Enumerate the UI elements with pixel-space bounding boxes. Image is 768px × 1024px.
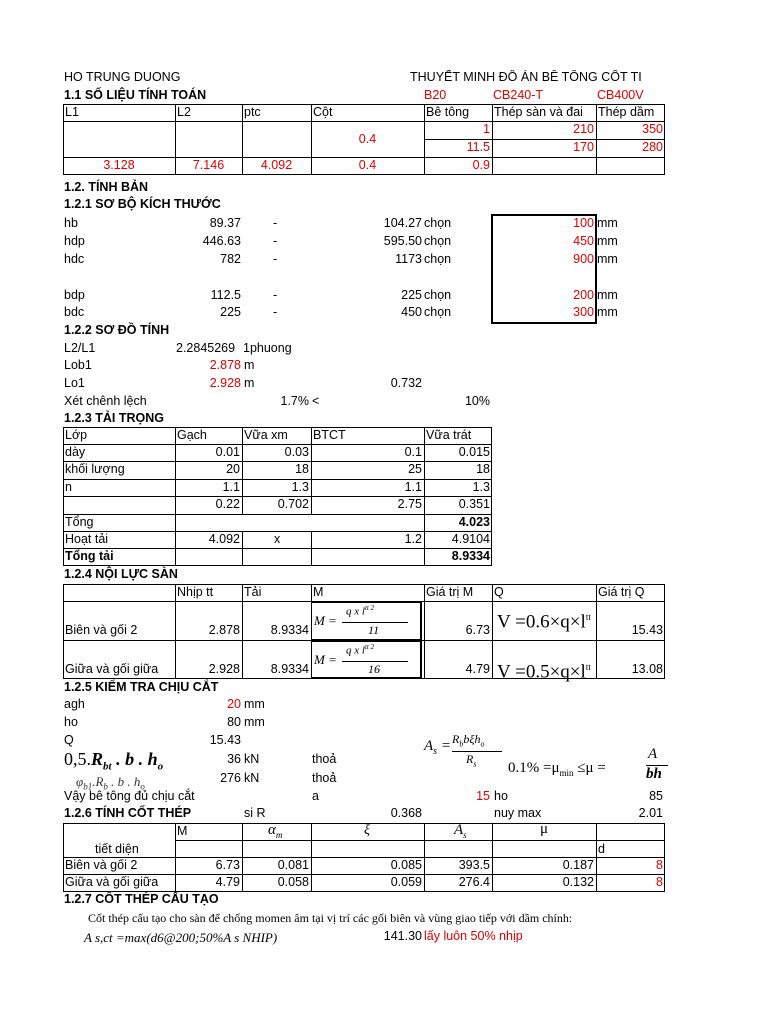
shear-formula: $V =0.5\times q\times l^{tt}$ — [497, 661, 591, 683]
dim-chosen: 200 — [573, 288, 594, 302]
concrete-value-1: 1 — [483, 122, 490, 136]
rebar-m: 6.73 — [215, 858, 240, 872]
force-row-q-value: 15.43 — [631, 623, 663, 637]
q-value: 15.43 — [209, 733, 241, 747]
detailing-formula: A s,ct =max(d6@200;50%A s NHIP) — [84, 930, 278, 945]
si-r-value: 0.368 — [390, 806, 422, 820]
rebar-as: 393.5 — [458, 858, 490, 872]
plaster-value: 0.351 — [458, 497, 490, 511]
mu-symbol: μ — [540, 821, 549, 837]
live-load-value: 4.9104 — [451, 532, 490, 546]
dim-chosen: 100 — [573, 216, 594, 230]
dim-dash: - — [273, 252, 278, 266]
dim-max: 595.50 — [383, 234, 422, 248]
beam-steel-grade: CB400V — [597, 88, 644, 102]
beam-steel-value-1: 350 — [642, 122, 663, 136]
force-row-q-value: 13.08 — [631, 662, 663, 676]
shear-conclusion: Vậy bê tông đủ chịu cắt — [64, 789, 195, 803]
dim-choose: chọn — [424, 305, 452, 319]
rebar-mu: 0.132 — [562, 875, 594, 889]
dim-name: bdp — [64, 288, 85, 302]
dim-min: 446.63 — [202, 234, 241, 248]
ho-unit: mm — [244, 715, 265, 729]
rebar-header-m: M — [177, 824, 188, 838]
a-value: 15 — [476, 789, 490, 803]
shear-formula-1: $0,5.R_{bt}$ . b . $h_o$ — [64, 749, 164, 773]
agh-unit: mm — [244, 697, 265, 711]
rebar-d: 8 — [656, 858, 663, 872]
dim-choose: chọn — [424, 288, 452, 302]
slab-steel-grade: CB240-T — [493, 88, 544, 102]
force-row-load: 8.9334 — [270, 623, 309, 637]
force-header-span: Nhịp tt — [177, 585, 214, 599]
dim-max: 450 — [401, 305, 422, 319]
concrete-value-3: 0.9 — [472, 158, 490, 172]
dim-max: 1173 — [395, 252, 422, 266]
ho-value: 80 — [227, 715, 241, 729]
shear-check-2-value: 276 — [220, 771, 241, 785]
shear-check-1-unit: kN — [244, 752, 260, 766]
rebar-m: 4.79 — [215, 875, 240, 889]
concrete-value-2: 11.5 — [466, 140, 490, 154]
force-header-q: Q — [494, 585, 504, 599]
mortar-value: 18 — [295, 462, 309, 476]
load-header-rc: BTCT — [313, 428, 346, 442]
dim-chosen: 900 — [573, 252, 594, 266]
shear-check-1-value: 36 — [227, 752, 241, 766]
section-1-2-3-title: 1.2.3 TẢI TRỌNG — [64, 411, 165, 425]
dim-unit: mm — [597, 288, 618, 302]
difference-operator: < — [312, 394, 320, 408]
header-concrete: Bê tông — [426, 105, 470, 119]
live-load-ptc: 4.092 — [208, 532, 240, 546]
dim-choose: chọn — [424, 252, 452, 266]
dim-min: 89.37 — [209, 216, 241, 230]
section-1-2-4-title: 1.2.4 NỘI LỰC SÀN — [64, 567, 178, 581]
ho2-value: 85 — [649, 789, 663, 803]
column-value-2: 0.4 — [358, 158, 377, 172]
load-header-plaster: Vữa trát — [426, 428, 472, 442]
dim-unit: mm — [597, 234, 618, 248]
l2-value: 7.146 — [192, 158, 225, 172]
rebar-header-d: d — [598, 842, 605, 856]
force-row-name: Biên và gối 2 — [65, 623, 138, 637]
agh-label: agh — [64, 697, 85, 711]
dim-max: 104.27 — [383, 216, 422, 230]
force-header-q-value: Giá trị Q — [598, 585, 645, 599]
rebar-xi: 0.059 — [390, 875, 422, 889]
rebar-alpha: 0.081 — [277, 858, 309, 872]
lob1-unit: m — [244, 358, 255, 372]
column-value-1: 0.4 — [358, 132, 377, 146]
ptc-value: 4.092 — [260, 158, 293, 172]
dim-chosen: 450 — [573, 234, 594, 248]
rebar-as: 276.4 — [458, 875, 490, 889]
lob1-label: Lob1 — [64, 358, 92, 372]
a-label: a — [312, 789, 319, 803]
force-row-m-value: 4.79 — [465, 662, 490, 676]
detailing-note: lấy luôn 50% nhịp — [424, 929, 523, 943]
shear-formula-2: $\varphi_{b1}.R_b$ . b . $h_o$ — [76, 774, 145, 792]
dim-name: hdc — [64, 252, 85, 266]
as-symbol: $A_s$ — [454, 822, 467, 840]
l2l1-value: 2.2845269 — [176, 341, 236, 355]
dim-dash: - — [273, 288, 278, 302]
rebar-row-name: Giữa và gối giữa — [65, 875, 159, 889]
si-r-label: si R — [244, 806, 266, 820]
layer-name: dày — [65, 445, 86, 459]
force-header-m-value: Giá trị M — [426, 585, 474, 599]
force-row-span: 2.928 — [208, 662, 240, 676]
total-label: Tổng — [65, 515, 94, 529]
force-row-name: Giữa và gối giữa — [65, 662, 159, 676]
q-label: Q — [64, 733, 74, 747]
shear-check-2-note: thoả — [312, 771, 337, 785]
live-load-factor: 1.2 — [404, 532, 422, 546]
plaster-value: 18 — [476, 462, 490, 476]
rebar-header-section: tiết diện — [95, 842, 139, 856]
xi-symbol: ξ — [364, 823, 370, 838]
dim-dash: - — [273, 216, 278, 230]
slab-steel-value-1: 210 — [573, 122, 594, 136]
lob1-value: 2.878 — [209, 358, 241, 372]
shear-check-2-unit: kN — [244, 771, 260, 785]
l1-value: 3.128 — [103, 158, 135, 172]
live-load-label: Hoạt tải — [65, 532, 109, 546]
dim-unit: mm — [597, 305, 618, 319]
moment-formula: M = q x $l^{tt 2}$ 11 — [311, 602, 422, 641]
rebar-xi: 0.085 — [390, 858, 422, 872]
lo1-value: 2.928 — [209, 376, 241, 390]
alpha-m-symbol: $\alpha_m$ — [268, 822, 283, 840]
brick-value: 0.01 — [215, 445, 240, 459]
section-1-2-title: 1.2. TÍNH BẢN — [64, 180, 149, 194]
plaster-value: 1.3 — [472, 480, 490, 494]
force-row-m-value: 6.73 — [465, 623, 490, 637]
header-l2: L2 — [177, 105, 191, 119]
dim-choose: chọn — [424, 216, 452, 230]
load-header-layer: Lớp — [65, 428, 88, 442]
rc-value: 25 — [408, 462, 422, 476]
nuy-max-value: 2.01 — [638, 806, 663, 820]
lo1-unit: m — [244, 376, 255, 390]
dim-choose: chọn — [424, 234, 452, 248]
total-load-value: 8.9334 — [451, 549, 490, 563]
total-value: 4.023 — [458, 515, 490, 529]
l2l1-note: 1phuong — [243, 341, 292, 355]
beam-steel-value-2: 280 — [642, 140, 663, 154]
rebar-mu: 0.187 — [562, 858, 594, 872]
force-row-span: 2.878 — [208, 623, 240, 637]
rebar-alpha: 0.058 — [277, 875, 309, 889]
dim-chosen: 300 — [573, 305, 594, 319]
section-1-2-7-title: 1.2.7 CỐT THÉP CẤU TẠO — [64, 892, 219, 906]
rebar-row-name: Biên và gối 2 — [65, 858, 138, 872]
lo1-extra: 0.732 — [390, 376, 422, 390]
agh-value: 20 — [227, 697, 241, 711]
lo1-label: Lo1 — [64, 376, 85, 390]
force-header-load: Tải — [244, 585, 262, 599]
dim-dash: - — [273, 305, 278, 319]
ho2-label: ho — [494, 789, 508, 803]
section-1-2-2-title: 1.2.2 SƠ ĐỒ TÍNH — [64, 323, 170, 337]
dim-min: 225 — [220, 305, 241, 319]
force-row-load: 8.9334 — [270, 662, 309, 676]
rc-value: 1.1 — [404, 480, 422, 494]
nuy-max-label: nuy max — [494, 806, 542, 820]
rebar-d: 8 — [656, 875, 663, 889]
section-1-2-1-title: 1.2.1 SƠ BỘ KÍCH THƯỚC — [64, 197, 221, 211]
moment-formula: M = q x $l^{tt 2}$ 16 — [311, 641, 422, 679]
document-title: THUYẾT MINH ĐỒ ÁN BÊ TÔNG CỐT TI — [410, 70, 642, 84]
plaster-value: 0.015 — [458, 445, 490, 459]
shear-check-1-note: thoả — [312, 752, 337, 766]
detailing-description: Cốt thép cấu tạo cho sàn để chống momen âm tại vị trí các gối biên và vùng giao tiếp với dầm chính: — [88, 911, 573, 925]
mortar-value: 0.702 — [277, 497, 309, 511]
header-column: Cột — [313, 105, 333, 119]
header-l1: L1 — [65, 105, 79, 119]
header-beam-steel: Thép dầm — [598, 105, 655, 119]
force-header-m: M — [313, 585, 324, 599]
header-slab-steel: Thép sàn và đai — [494, 105, 583, 119]
shear-formula: $V =0.6\times q\times l^{tt}$ — [497, 611, 591, 633]
rc-value: 0.1 — [404, 445, 422, 459]
dim-unit: mm — [597, 252, 618, 266]
brick-value: 0.22 — [215, 497, 240, 511]
live-load-times: x — [274, 532, 281, 546]
section-1-1-title: 1.1 SỐ LIỆU TÍNH TOÁN — [64, 88, 207, 102]
ho-label: ho — [64, 715, 78, 729]
rc-value: 2.75 — [397, 497, 422, 511]
author-name: HO TRUNG DUONG — [64, 70, 181, 84]
difference-label: Xét chênh lệch — [64, 394, 147, 408]
layer-name: khối lượng — [65, 462, 125, 476]
dim-dash: - — [273, 234, 278, 248]
brick-value: 20 — [226, 462, 240, 476]
slab-steel-value-2: 170 — [573, 140, 594, 154]
load-header-mortar: Vữa xm — [244, 428, 288, 442]
dim-name: bdc — [64, 305, 85, 319]
difference-value: 1.7% — [280, 394, 309, 408]
dim-name: hdp — [64, 234, 85, 248]
concrete-grade: B20 — [424, 88, 447, 102]
dim-min: 112.5 — [210, 288, 241, 302]
mortar-value: 1.3 — [291, 480, 309, 494]
mortar-value: 0.03 — [284, 445, 309, 459]
load-header-brick: Gạch — [177, 428, 207, 442]
dim-unit: mm — [597, 216, 618, 230]
brick-value: 1.1 — [222, 480, 240, 494]
dim-max: 225 — [401, 288, 422, 302]
l2l1-label: L2/L1 — [64, 341, 96, 355]
header-ptc: ptc — [244, 105, 261, 119]
detailing-value: 141.30 — [383, 929, 422, 943]
dim-min: 782 — [220, 252, 241, 266]
total-load-label: Tổng tải — [65, 549, 114, 563]
section-1-2-6-title: 1.2.6 TÍNH CỐT THÉP — [64, 806, 192, 820]
layer-name: n — [65, 480, 72, 494]
section-1-2-5-title: 1.2.5 KIỂM TRA CHỊU CẮT — [64, 680, 219, 694]
difference-limit: 10% — [464, 394, 490, 408]
dim-name: hb — [64, 216, 78, 230]
